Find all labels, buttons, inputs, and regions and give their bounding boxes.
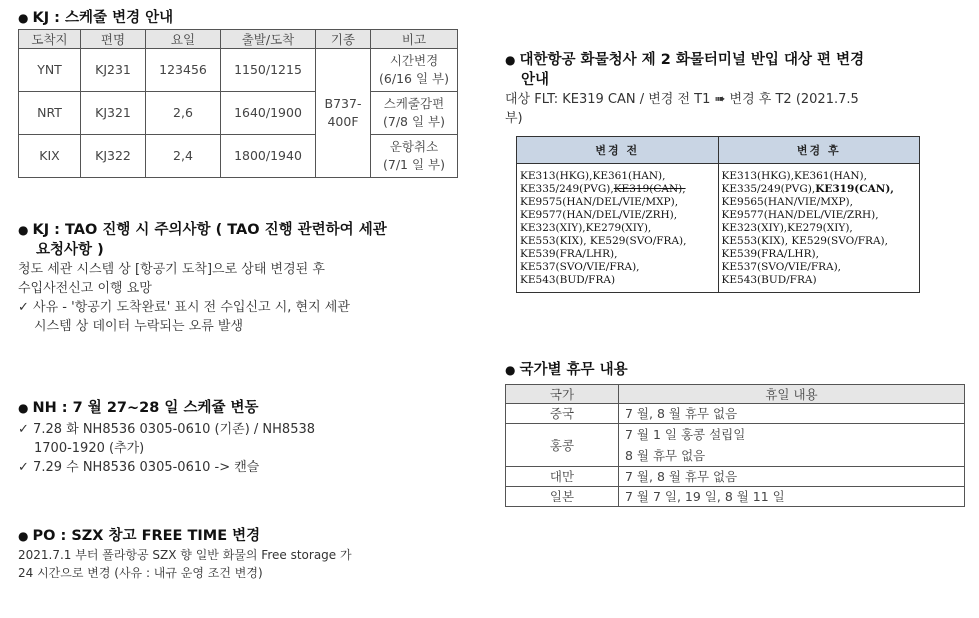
time-cell: 1150/1215 [221,49,316,92]
after-header: 변경 후 [718,137,920,164]
country-cell: 중국 [506,404,619,424]
dest-cell: KIX [19,135,81,178]
country-cell: 대만 [506,467,619,487]
holiday-cell: 7 월, 8 월 휴무 없음 [619,467,965,487]
column-header: 요일 [146,30,221,49]
ke-terminal-section [505,50,965,293]
table-row [506,487,965,507]
po-title: ● PO : SZX 창고 FREE TIME 변경 [18,528,261,544]
flight-cell: KJ322 [81,135,146,178]
time-cell: 1640/1900 [221,92,316,135]
nh-section [18,398,468,477]
holiday-cell: 7 월 7 일, 19 일, 8 월 11 일 [619,487,965,507]
ke-title: ● 대한항공 화물청사 제 2 화물터미널 반입 대상 편 변경 [505,52,865,68]
column-header: 출발/도착 [221,30,316,49]
note-cell: 운항취소 (7/1 일 부) [371,135,458,178]
ke-title-cont: 안내 [521,72,550,88]
nh-title: ● NH : 7 월 27~28 일 스케쥴 변동 [18,400,259,416]
time-cell: 1800/1940 [221,135,316,178]
country-cell: 일본 [506,487,619,507]
kj-tao-reason: ✓ 사유 - '항공기 도착완료' 표시 전 수입신고 시, 현지 세관 시스템 상 데이터 누락되는 오류 발생 [18,300,350,334]
kj-tao-line: 청도 세관 시스템 상 [항공기 도착]으로 상태 변경된 후 [18,262,325,277]
flight-cell: KJ231 [81,49,146,92]
added-flight: KE319(CAN), [815,183,894,195]
column-header: 비고 [371,30,458,49]
note-cell: 시간변경 (6/16 일 부) [371,49,458,92]
holiday-cell: 7 월, 8 월 휴무 없음 [619,404,965,424]
table-row [19,135,458,178]
kj-schedule-title: ● KJ : 스케줄 변경 안내 [18,10,174,26]
table-header-row [506,385,965,404]
after-flights: KE313(HKG),KE361(HAN), KE335/249(PVG),KE319(CAN), KE9565(HAN/VIE/MXP), KE9577(HAN/DEL/VIE/ZRH), KE323(XIY),KE279(XIY), KE553(KIX), KE529(SVO/FRA), KE539(FRA/LHR), KE537(SVO/VIE/FRA), KE543(BUD/FRA) [718,164,920,293]
column-header: 휴일 내용 [619,385,965,404]
before-header: 변경 전 [517,137,719,164]
po-line: 2021.7.1 부터 폴라항공 SZX 향 일반 화물의 Free storage 가 [18,548,352,562]
holiday-cell: 7 월 1 일 홍콩 설립일 8 월 휴무 없음 [619,424,965,467]
country-cell: 홍콩 [506,424,619,467]
holiday-title: ● 국가별 휴무 내용 [505,362,628,378]
table-header-row [19,30,458,49]
table-header-row [517,137,920,164]
po-section [18,526,468,582]
column-header: 도착지 [19,30,81,49]
dest-cell: YNT [19,49,81,92]
kj-tao-title-cont: 요청사항 ) [36,242,104,258]
days-cell: 2,6 [146,92,221,135]
dest-cell: NRT [19,92,81,135]
table-row [517,164,920,293]
holiday-section [505,360,965,507]
kj-schedule-section [18,8,468,178]
table-row [506,467,965,487]
table-row [506,424,965,467]
aircraft-cell: B737- 400F [316,49,371,178]
holiday-table [505,384,965,507]
kj-tao-title: ● KJ : TAO 진행 시 주의사항 ( TAO 진행 관련하여 세관 [18,222,387,238]
flight-cell: KJ321 [81,92,146,135]
table-row [506,404,965,424]
ke-desc: 대상 FLT: KE319 CAN / 변경 전 T1 ➠ 변경 후 T2 (2021.7.5 [505,92,859,107]
po-line: 24 시간으로 변경 (사유 : 내규 운영 조건 변경) [18,566,263,580]
kj-tao-section [18,220,468,336]
kj-schedule-table [18,29,458,178]
days-cell: 123456 [146,49,221,92]
ke-desc: 부) [505,111,523,126]
note-cell: 스케줄감편 (7/8 일 부) [371,92,458,135]
nh-item: ✓ 7.29 수 NH8536 0305-0610 -> 캔슬 [18,460,260,475]
before-flights: KE313(HKG),KE361(HAN), KE335/249(PVG),KE319(CAN), KE9575(HAN/DEL/VIE/MXP), KE9577(HAN/DEL/VIE/ZRH), KE323(XIY),KE279(XIY), KE553(KIX), KE529(SVO/FRA), KE539(FRA/LHR), KE537(SVO/VIE/FRA), KE543(BUD/FRA) [517,164,719,293]
kj-tao-line: 수입사전신고 이행 요망 [18,281,152,296]
ke-flight-table [516,136,920,293]
table-row [19,49,458,92]
days-cell: 2,4 [146,135,221,178]
table-row [19,92,458,135]
nh-item: ✓ 7.28 화 NH8536 0305-0610 (기존) / NH8538 1700-1920 (추가) [18,422,316,456]
column-header: 편명 [81,30,146,49]
struck-flight: KE319(CAN), [613,183,686,195]
column-header: 국가 [506,385,619,404]
column-header: 기종 [316,30,371,49]
